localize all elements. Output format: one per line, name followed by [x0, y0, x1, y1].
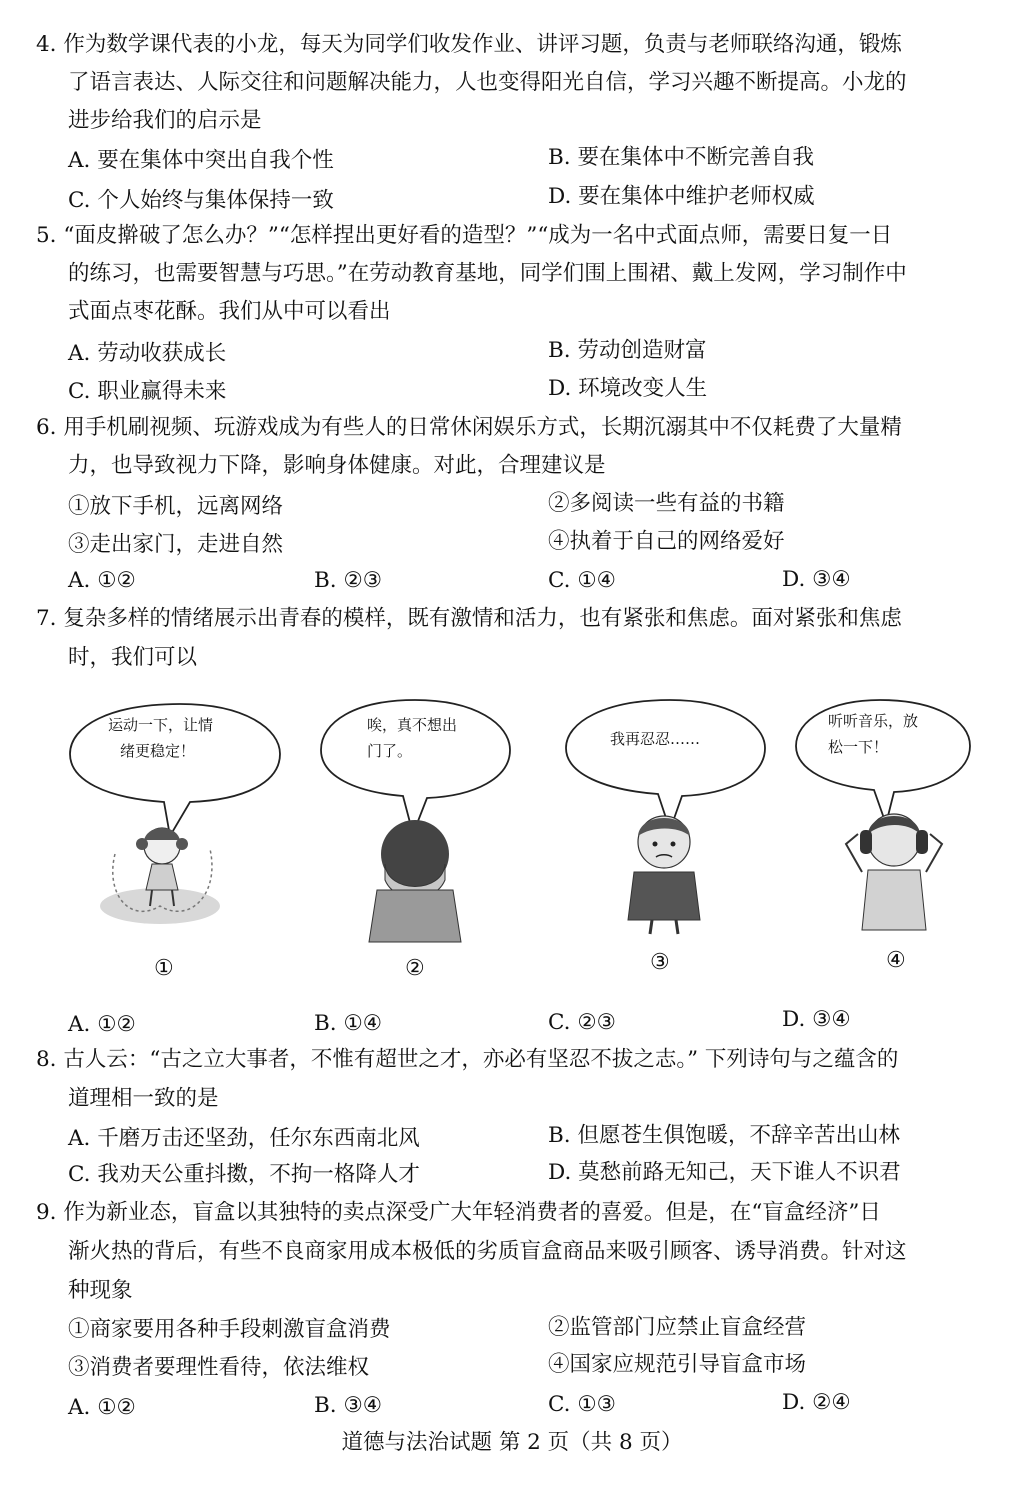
- q6-option-a: A. ①②: [68, 568, 136, 593]
- panel-3-number: ③: [650, 950, 670, 975]
- q8-line-2: 道理相一致的是: [68, 1086, 219, 1111]
- q8-option-b: B. 但愿苍生俱饱暖，不辞辛苦出山林: [548, 1123, 900, 1148]
- illustration-panel-4: [790, 694, 1024, 994]
- panel-2-bubble-line-2: 门了。: [367, 742, 413, 760]
- q8-option-c: C. 我劝天公重抖擞，不拘一格降人才: [68, 1162, 420, 1187]
- q8-option-a: A. 千磨万击还坚劲，任尔东西南北风: [68, 1126, 420, 1151]
- q9-line-2: 渐火热的背后，有些不良商家用成本极低的劣质盲盒商品来吸引顾客、诱导消费。针对这: [68, 1239, 907, 1264]
- panel-4-bubble-line-2: 松一下！: [828, 738, 889, 756]
- q6-statement-4: ④执着于自己的网络爱好: [548, 529, 785, 554]
- q4-option-a: A. 要在集体中突出自我个性: [68, 148, 334, 173]
- q9-option-c: C. ①③: [548, 1392, 616, 1417]
- page-footer: 道德与法治试题 第 2 页（共 8 页）: [341, 1430, 683, 1455]
- q6-option-c: C. ①④: [548, 568, 616, 593]
- q9-statement-2: ②监管部门应禁止盲盒经营: [548, 1315, 807, 1340]
- illustration-panel-1: [60, 694, 300, 994]
- q5-option-c: C. 职业赢得未来: [68, 379, 227, 404]
- illustration-panel-3: [560, 694, 800, 994]
- illustration-panel-2: [315, 694, 555, 994]
- sad-boy-covering-face-illustration: [315, 694, 555, 994]
- q6-option-d: D. ③④: [782, 567, 851, 592]
- q9-statement-3: ③消费者要理性看待，依法维权: [68, 1355, 370, 1380]
- q6-option-b: B. ②③: [314, 568, 383, 593]
- girl-with-headphones-illustration: [790, 694, 1024, 994]
- q7-option-b: B. ①④: [314, 1011, 383, 1036]
- q7-option-c: C. ②③: [548, 1010, 616, 1035]
- q9-line-3: 种现象: [68, 1278, 133, 1303]
- panel-2-number: ②: [405, 956, 425, 981]
- q8-option-d: D. 莫愁前路无知己，天下谁人不识君: [548, 1160, 901, 1185]
- q4-option-b: B. 要在集体中不断完善自我: [548, 145, 814, 170]
- q5-line-3: 式面点枣花酥。我们从中可以看出: [68, 299, 391, 324]
- q4-option-c: C. 个人始终与集体保持一致: [68, 188, 334, 213]
- q7-line-1: 7. 复杂多样的情绪展示出青春的模样，既有激情和活力，也有紧张和焦虑。面对紧张和焦虑: [36, 606, 902, 631]
- q7-option-a: A. ①②: [68, 1012, 136, 1037]
- q5-option-b: B. 劳动创造财富: [548, 338, 707, 363]
- q4-line-3: 进步给我们的启示是: [68, 108, 262, 133]
- q6-statement-3: ③走出家门，走进自然: [68, 532, 284, 557]
- panel-1-bubble-line-1: 运动一下，让情: [108, 716, 214, 734]
- q9-statement-1: ①商家要用各种手段刺激盲盒消费: [68, 1317, 391, 1342]
- q4-option-d: D. 要在集体中维护老师权威: [548, 184, 815, 209]
- q6-line-2: 力，也导致视力下降，影响身体健康。对此，合理建议是: [68, 453, 606, 478]
- panel-4-bubble-line-1: 听听音乐，放: [828, 712, 919, 730]
- q9-option-d: D. ②④: [782, 1390, 851, 1415]
- q5-option-d: D. 环境改变人生: [548, 376, 708, 401]
- q9-option-a: A. ①②: [68, 1395, 136, 1420]
- q9-option-b: B. ③④: [314, 1393, 383, 1418]
- q7-option-d: D. ③④: [782, 1007, 851, 1032]
- panel-1-number: ①: [154, 956, 174, 981]
- panel-2-bubble-line-1: 唉，真不想出: [367, 716, 458, 734]
- q4-line-2: 了语言表达、人际交往和问题解决能力，人也变得阳光自信，学习兴趣不断提高。小龙的: [68, 70, 907, 95]
- q9-statement-4: ④国家应规范引导盲盒市场: [548, 1352, 807, 1377]
- panel-4-number: ④: [886, 948, 906, 973]
- q5-option-a: A. 劳动收获成长: [68, 341, 227, 366]
- q6-statement-1: ①放下手机，远离网络: [68, 494, 284, 519]
- panel-3-bubble-line-1: 我再忍忍……: [610, 730, 701, 748]
- panel-1-bubble-line-2: 绪更稳定！: [120, 742, 196, 760]
- q7-line-2: 时，我们可以: [68, 645, 198, 670]
- q6-line-1: 6. 用手机刷视频、玩游戏成为有些人的日常休闲娱乐方式，长期沉溺其中不仅耗费了大量精: [36, 415, 902, 440]
- q8-line-1: 8. 古人云：“古之立大事者，不惟有超世之才，亦必有坚忍不拔之志。” 下列诗句与之蕴含的: [36, 1047, 899, 1072]
- q9-line-1: 9. 作为新业态，盲盒以其独特的卖点深受广大年轻消费者的喜爱。但是，在“盲盒经济”日: [36, 1200, 881, 1225]
- q5-line-2: 的练习，也需要智慧与巧思。”在劳动教育基地，同学们围上围裙、戴上发网，学习制作中: [68, 261, 907, 286]
- q5-line-1: 5. “面皮擀破了怎么办？”“怎样捏出更好看的造型？”“成为一名中式面点师，需要日复一日: [36, 223, 893, 248]
- q4-line-1: 4. 作为数学课代表的小龙，每天为同学们收发作业、讲评习题，负责与老师联络沟通，锻炼: [36, 32, 902, 57]
- q6-statement-2: ②多阅读一些有益的书籍: [548, 491, 785, 516]
